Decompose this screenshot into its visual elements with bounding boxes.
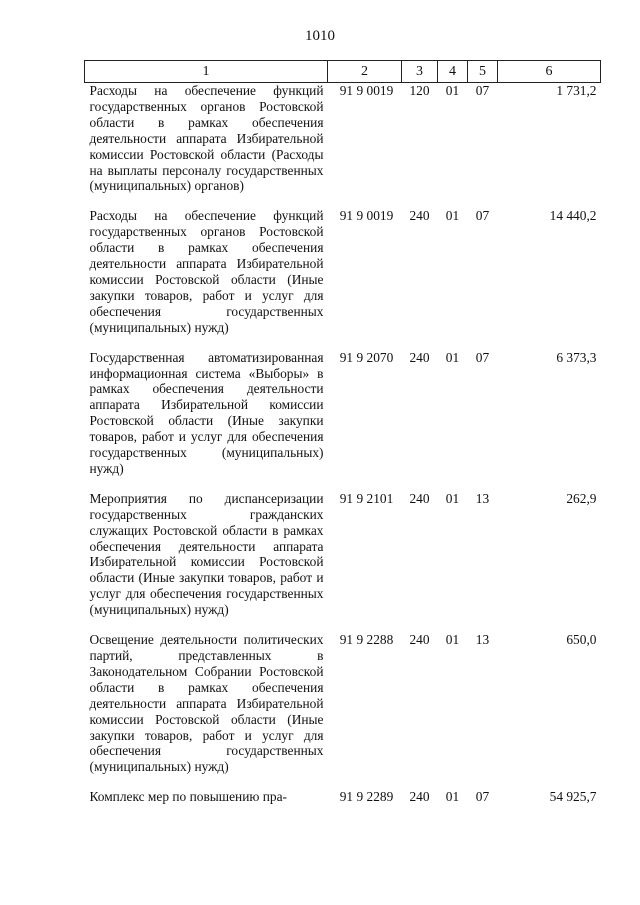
row-amount: 262,9 <box>566 490 597 506</box>
row-amount: 54 925,7 <box>549 789 597 805</box>
row-target-code: 91 9 2289 <box>339 789 394 805</box>
table-row <box>85 350 601 491</box>
row-target-code: 91 9 2101 <box>339 490 394 506</box>
row-description: Расходы на обеспечение функций государственных органов Ростовской области в рамках обеспечения деятельности аппарата Избирательной комиссии Ростовской области (Иные закупки товаров, работ и услуг для обеспечения государственных (муниципальных) нужд) <box>89 208 324 335</box>
row-section: 01 <box>445 490 460 506</box>
row-description: Освещение деятельности политических партий, представленных в Законодательном Собрании Ростовской области в рамках обеспечения деятельности аппарата Избирательной комиссии Ростовской области (Иные закупки товаров, работ и услуг для обеспечения государственных (муниципальных) нужд) <box>89 632 324 775</box>
header-col-3: 3 <box>402 61 438 83</box>
row-section: 01 <box>445 208 460 224</box>
row-subsection: 13 <box>475 632 490 648</box>
row-section: 01 <box>445 632 460 648</box>
row-expense-type: 240 <box>409 208 430 224</box>
header-row <box>85 61 601 83</box>
row-expense-type: 240 <box>409 789 430 805</box>
row-expense-type: 120 <box>409 83 430 98</box>
row-subsection: 07 <box>475 208 490 224</box>
header-col-5: 5 <box>468 61 498 83</box>
row-expense-type: 240 <box>409 632 430 648</box>
row-subsection: 13 <box>475 490 490 506</box>
row-target-code: 91 9 2288 <box>339 632 394 648</box>
row-amount: 650,0 <box>566 632 597 648</box>
table-row <box>85 789 601 805</box>
row-section: 01 <box>445 83 460 98</box>
row-amount: 14 440,2 <box>549 208 597 224</box>
header-col-1: 1 <box>85 61 328 83</box>
page-number: 1010 <box>305 28 335 44</box>
row-subsection: 07 <box>475 83 490 98</box>
header-col-4: 4 <box>438 61 468 83</box>
row-section: 01 <box>445 349 460 365</box>
row-description: Расходы на обеспечение функций государственных органов Ростовской области в рамках обеспечения деятельности аппарата Избирательной комиссии Ростовской области (Расходы на выплаты персоналу государственных (муниципальных) органов) <box>89 83 324 194</box>
row-expense-type: 240 <box>409 349 430 365</box>
header-col-2: 2 <box>328 61 402 83</box>
row-description: Мероприятия по диспансеризации государственных гражданских служащих Ростовской области в рамках обеспечения деятельности аппарата Избирательной комиссии Ростовской области (Иные закупки товаров, работ и услуг для обеспечения государственных (муниципальных) нужд) <box>89 490 324 618</box>
row-target-code: 91 9 0019 <box>339 83 394 98</box>
table-row <box>85 491 601 632</box>
row-target-code: 91 9 0019 <box>339 208 394 224</box>
row-expense-type: 240 <box>409 490 430 506</box>
table-row <box>85 83 601 209</box>
row-section: 01 <box>445 789 460 805</box>
row-amount: 1 731,2 <box>556 83 597 98</box>
row-subsection: 07 <box>475 349 490 365</box>
budget-table <box>84 60 601 805</box>
row-subsection: 07 <box>475 789 490 805</box>
header-col-6: 6 <box>498 61 601 83</box>
row-description: Государственная автоматизированная информационная система «Выборы» в рамках обеспечения деятельности аппарата Избирательной комиссии Ростовской области (Иные закупки товаров, работ и услуг для обеспечения государственных (муниципальных) нужд) <box>89 349 324 476</box>
row-target-code: 91 9 2070 <box>339 349 394 365</box>
row-description: Комплекс мер по повышению пра- <box>89 789 287 805</box>
table-row <box>85 208 601 349</box>
table-row <box>85 632 601 789</box>
row-amount: 6 373,3 <box>556 349 597 365</box>
